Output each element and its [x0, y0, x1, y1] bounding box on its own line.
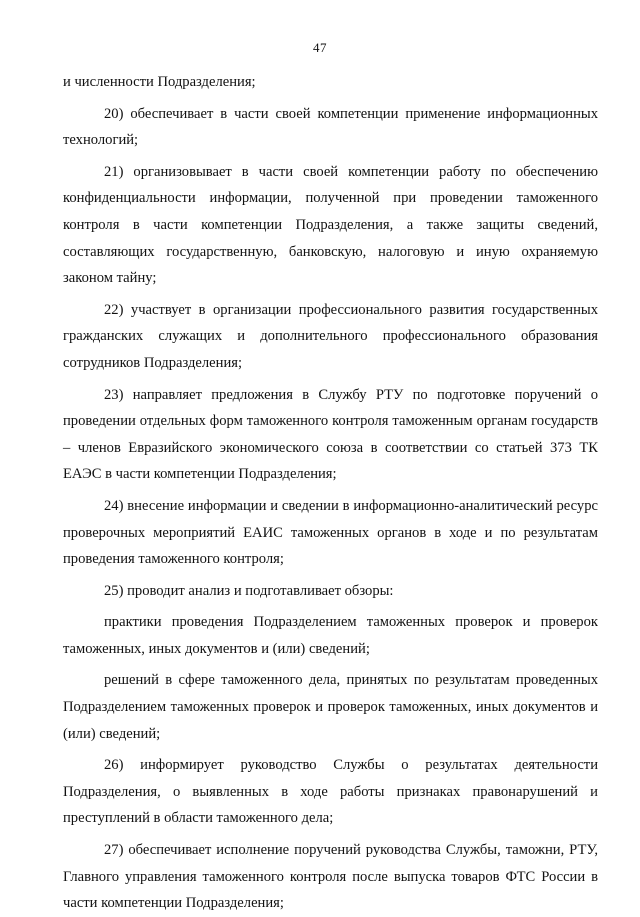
paragraph-continuation: и численности Подразделения; [63, 74, 256, 90]
paragraph-item-23: 23) направляет предложения в Службу РТУ по подготовке поручений о проведении отдельных форм таможенного контроля таможенным органам государств – членов Евразийского экономического союза в соответствии со статьей 373 ТК ЕАЭС в части компетенции Подразделения; [63, 386, 598, 483]
paragraph-item-26: 26) информирует руководство Службы о результатах деятельности Подразделения, о выявленных в ходе работы признаках правонарушений и преступлений в области таможенного дела; [63, 757, 598, 827]
paragraph-item-25-sub-2: решений в сфере таможенного дела, принятых по результатам проведенных Подразделением таможенных проверок и проверок таможенных, иных документов и (или) сведений; [63, 672, 598, 742]
paragraph-item-25: 25) проводит анализ и подготавливает обзоры: [104, 582, 394, 599]
document-body [63, 69, 598, 917]
paragraph-item-25-sub-1: практики проведения Подразделением таможенных проверок и проверок таможенных, иных документов и (или) сведений; [63, 614, 598, 657]
paragraph-item-27: 27) обеспечивает исполнение поручений руководства Службы, таможни, РТУ, Главного управления таможенного контроля после выпуска товаров ФТС России в части компетенции Подразделения; [63, 842, 598, 912]
paragraph-item-22: 22) участвует в организации профессионального развития государственных гражданских служащих и дополнительного профессионального образования сотрудников Подразделения; [63, 301, 598, 371]
page-number: 47 [313, 40, 327, 55]
paragraph-item-20: 20) обеспечивает в части своей компетенции применение информационных технологий; [63, 105, 598, 149]
paragraph-item-21: 21) организовывает в части своей компетенции работу по обеспечению конфиденциальности информации, полученной при проведении таможенного контроля в части компетенции Подразделения, а также защиты сведений, составляющих государственную, банковскую, налоговую и иную охраняемую законом тайну; [63, 163, 598, 287]
paragraph-item-24: 24) внесение информации и сведении в информационно-аналитический ресурс проверочных мероприятий ЕАИС таможенных органов в ходе и по результатам проведения таможенного контроля; [63, 497, 598, 568]
